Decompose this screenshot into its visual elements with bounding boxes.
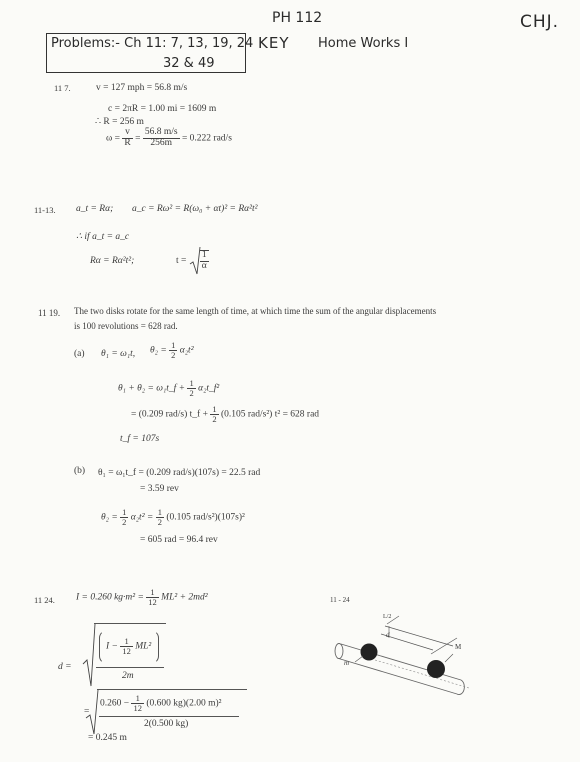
figure-m-label: m	[344, 659, 350, 667]
figure-M-label: M	[455, 643, 462, 651]
homework-label: Home Works I	[318, 36, 409, 51]
problem-7-circumference: c = 2πR = 1.00 mi = 1609 m	[108, 104, 217, 114]
problem-19a-theta2: θ₂ = $\frac{1}{2}$ α₂t²	[150, 340, 194, 360]
problem-19b-theta1: θ₁ = ω₁t_f = (0.209 rad/s)(107s) = 22.5 rad	[98, 468, 261, 478]
problem-19b-label: (b)	[74, 466, 86, 476]
problem-13-number: 11-13.	[34, 205, 56, 215]
key-label: KEY	[258, 34, 290, 52]
problem-24-d-label: d =	[58, 662, 72, 672]
figure-label: 11 - 24	[330, 596, 350, 604]
problem-24-inertia: I = 0.260 kg·m² = $\frac{1}{12}$ ML² + 2md²	[76, 587, 208, 607]
sqrt-bar	[97, 689, 247, 690]
course-code: PH 112	[272, 10, 323, 26]
equals-sign: =	[84, 707, 90, 717]
problem-19-text-1: The two disks rotate for the same length of time, at which time the sum of the angular displacements	[74, 306, 437, 316]
figure-d-label: d	[386, 631, 390, 639]
fraction-bar	[99, 716, 239, 717]
problem-19b-theta2-result: = 605 rad = 96.4 rev	[140, 535, 218, 545]
problem-7-number: 11 7.	[54, 83, 71, 93]
problem-19b-theta2: θ₂ = $\frac{1}{2}$ α₂t² = $\frac{1}{2}$ (0.105 rad/s²)(107s)²	[101, 507, 245, 527]
problem-13-time: t = $\frac{1}{\alpha}$	[176, 246, 209, 276]
fraction-bar	[96, 667, 164, 668]
problem-13-tangential: a_t = Rα;	[76, 204, 114, 214]
problem-13-equation: Rα = Rα²t²;	[90, 256, 135, 266]
initials: CHJ.	[520, 12, 560, 32]
problem-7-speed: v = 127 mph = 56.8 m/s	[96, 83, 188, 93]
problem-7-radius: ∴ R = 256 m	[95, 117, 144, 127]
problem-19-number: 11 19.	[38, 308, 61, 318]
problem-19a-substitution: = (0.209 rad/s) t_f + $\frac{1}{2}$ (0.105 rad/s²) t² = 628 rad	[131, 404, 320, 424]
problem-19a-label: (a)	[74, 349, 85, 359]
problem-19a-sum: θ₁ + θ₂ = ω₁t_f + $\frac{1}{2}$ α₂t_f²	[118, 378, 220, 398]
problems-list: Problems:- Ch 11: 7, 13, 19, 24	[51, 36, 254, 51]
sqrt2-denominator: 2(0.500 kg)	[144, 719, 189, 729]
sqrt-sign-icon	[85, 688, 99, 736]
problem-19b-theta1-rev: = 3.59 rev	[140, 484, 179, 494]
sqrt2-numerator: 0.260 − $\frac{1}{12}$ (0.600 kg)(2.00 m)²	[100, 693, 222, 713]
problem-13-centripetal: a_c = Rω² = R(ω₀ + αt)² = Rα²t²	[132, 204, 258, 214]
rod-with-masses-figure	[333, 612, 493, 712]
problem-24-number: 11 24.	[34, 595, 55, 605]
sqrt1-numerator: I − $\frac{1}{12}$ ML²	[106, 636, 152, 656]
problem-13-condition: ∴ if a_t = a_c	[76, 232, 130, 242]
sqrt-bar	[94, 623, 166, 624]
problems-list-line2: 32 & 49	[163, 56, 215, 71]
problem-19-text-2: is 100 revolutions = 628 rad.	[74, 321, 178, 331]
sqrt-sign-icon	[82, 622, 96, 688]
sqrt1-denominator: 2m	[122, 671, 134, 681]
problem-24-result: = 0.245 m	[88, 733, 127, 743]
figure-l2-label: L/2	[383, 614, 392, 620]
problem-19a-theta1: θ₁ = ω₁t,	[101, 349, 136, 359]
problem-7-omega: ω = $\frac{v}{R}$ = $\frac{56.8 m/s}{256m}$ = 0.222 rad/s	[106, 127, 232, 148]
problem-19a-time: t_f = 107s	[120, 434, 160, 444]
